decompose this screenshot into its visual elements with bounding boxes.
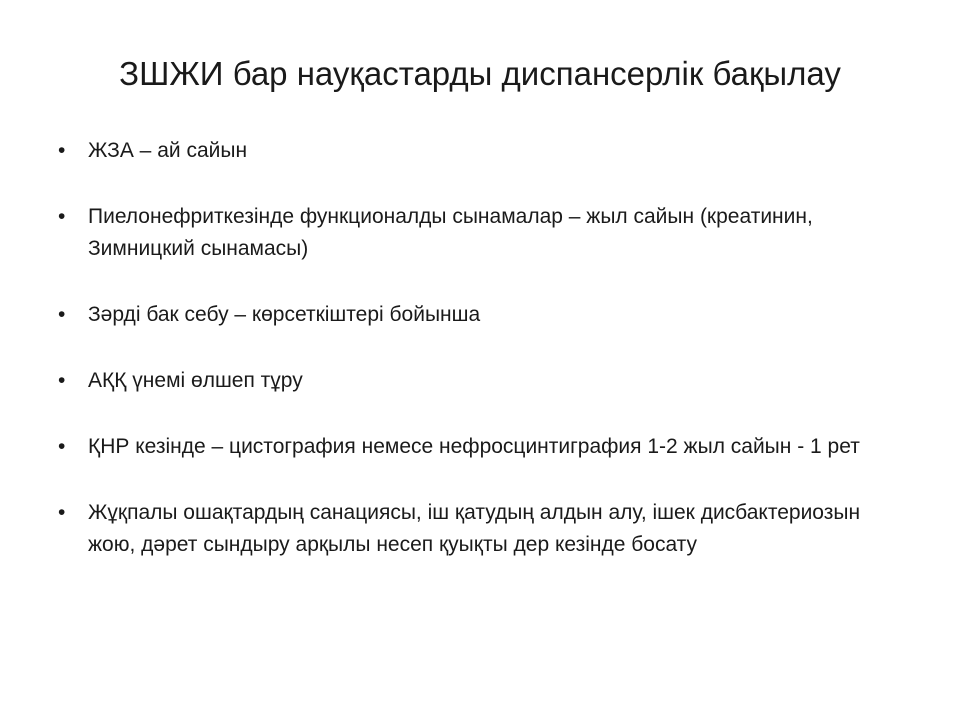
bullet-text: ҚНР кезінде – цистография немесе нефросцинтиграфия 1-2 жыл сайын - 1 рет [88, 435, 860, 458]
bullet-text: Зәрді бак себу – көрсеткіштері бойынша [88, 303, 481, 326]
bullet-text: Пиелонефриткезінде функционалды сынамалар – жыл сайын (креатинин, Зимницкий сынамасы) [88, 205, 813, 260]
bullet-item-cystography [58, 431, 878, 463]
slide-title: ЗШЖИ бар науқастарды диспансерлік бақылау [119, 55, 841, 92]
bullet-item-urine-culture [58, 299, 878, 331]
bullet-text: ЖЗА – ай сайын [88, 139, 248, 162]
bullet-icon: • [58, 501, 66, 524]
bullet-list [58, 135, 878, 561]
bullet-item-infection-sanitation [58, 497, 878, 561]
bullet-icon: • [58, 303, 66, 326]
bullet-text: АҚҚ үнемі өлшеп тұру [88, 369, 303, 392]
bullet-icon: • [58, 205, 66, 228]
bullet-text: Жұқпалы ошақтардың санациясы, іш қатудың алдын алу, ішек дисбактериозын жою, дәрет сындыру арқылы несеп қуықты дер кезінде босату [88, 501, 861, 556]
bullet-item-blood-pressure [58, 365, 878, 397]
bullet-item-functional-tests [58, 201, 878, 265]
bullet-item-monthly-test [58, 135, 878, 167]
bullet-icon: • [58, 139, 66, 162]
bullet-icon: • [58, 369, 66, 392]
bullet-icon: • [58, 435, 66, 458]
